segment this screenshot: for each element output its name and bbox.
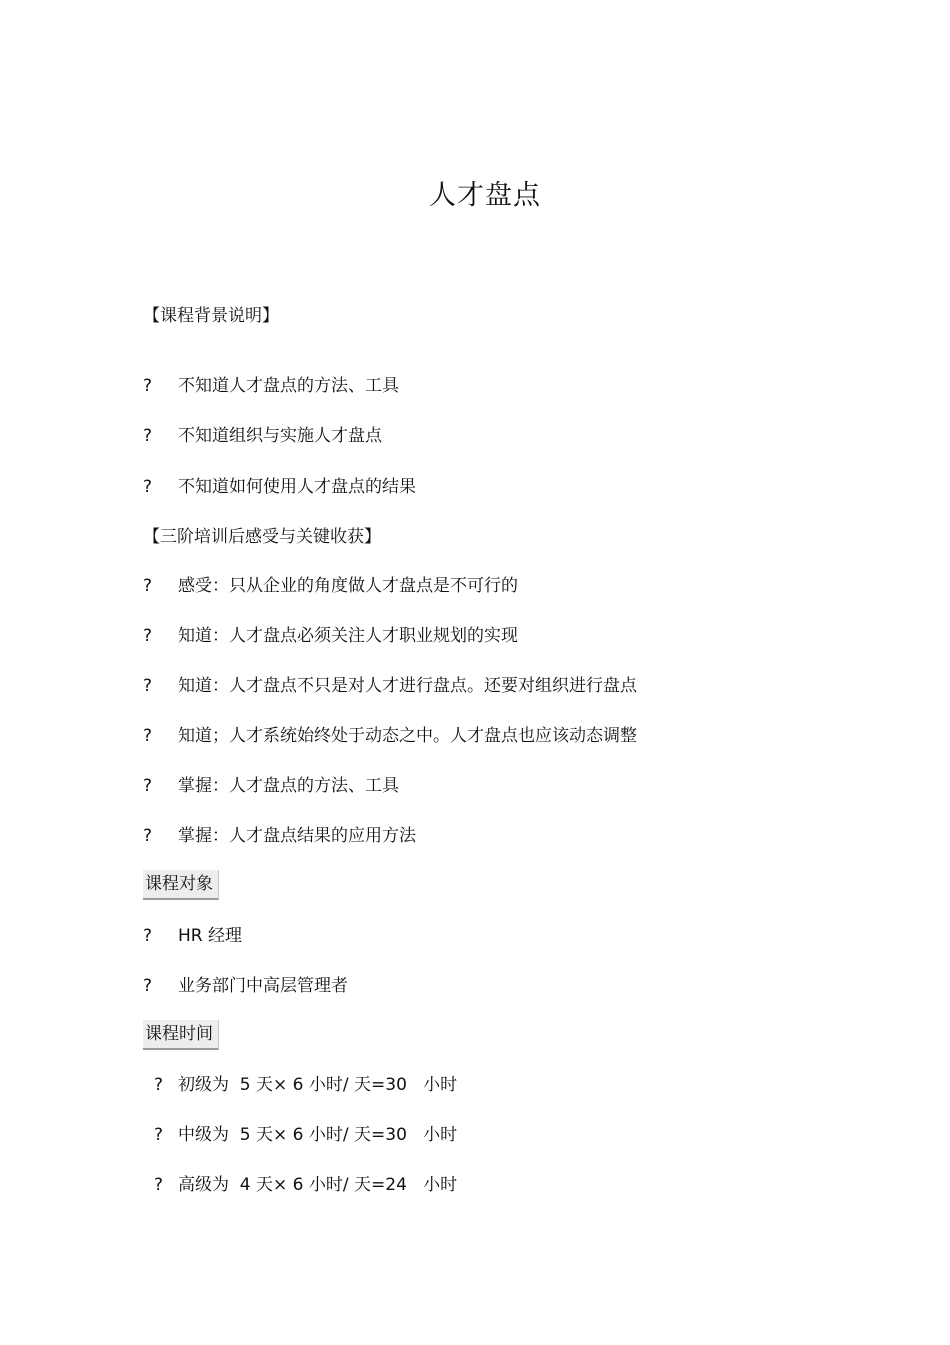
- list-item: [143, 475, 416, 499]
- list-item: [143, 674, 637, 698]
- list-item-text: 知道；人才系统始终处于动态之中。人才盘点也应该动态调整: [178, 726, 637, 746]
- list-item: [154, 1123, 457, 1147]
- bullet-marker: ?: [143, 826, 153, 846]
- section-heading-time: 课程时间: [143, 1020, 219, 1050]
- bullet-marker: ?: [143, 676, 153, 696]
- bullet-marker: ?: [143, 626, 153, 646]
- list-item: [143, 974, 348, 998]
- list-item: [154, 1173, 457, 1197]
- list-item: [143, 424, 382, 448]
- list-item-text: 业务部门中高层管理者: [178, 976, 348, 996]
- list-item-text: 不知道如何使用人才盘点的结果: [178, 477, 416, 497]
- bullet-marker: ?: [143, 376, 153, 396]
- bullet-marker: ?: [143, 477, 153, 497]
- list-item: [154, 1073, 457, 1097]
- section-heading-gains: 【三阶培训后感受与关键收获】: [143, 527, 381, 547]
- list-item: [143, 624, 518, 648]
- bullet-marker: ?: [143, 726, 153, 746]
- bullet-marker: ?: [143, 426, 153, 446]
- bullet-marker: ?: [154, 1075, 164, 1095]
- list-item: [143, 574, 518, 598]
- list-item-text: HR 经理: [178, 926, 242, 946]
- list-item-text: 初级为 5 天× 6 小时/ 天=30 小时: [178, 1075, 458, 1095]
- list-item-text: 知道：人才盘点必须关注人才职业规划的实现: [178, 626, 518, 646]
- list-item: [143, 774, 399, 798]
- list-item: [143, 374, 399, 398]
- list-item-text: 中级为 5 天× 6 小时/ 天=30 小时: [178, 1125, 458, 1145]
- list-item: [143, 724, 637, 748]
- bullet-marker: ?: [154, 1125, 164, 1145]
- list-item-text: 掌握：人才盘点的方法、工具: [178, 776, 399, 796]
- list-item-text: 感受：只从企业的角度做人才盘点是不可行的: [178, 576, 518, 596]
- bullet-marker: ?: [143, 976, 153, 996]
- list-item-text: 知道：人才盘点不只是对人才进行盘点。还要对组织进行盘点: [178, 676, 637, 696]
- bullet-marker: ?: [143, 576, 153, 596]
- list-item-text: 高级为 4 天× 6 小时/ 天=24 小时: [178, 1175, 458, 1195]
- section-heading-audience: 课程对象: [143, 870, 219, 900]
- list-item-text: 不知道人才盘点的方法、工具: [178, 376, 399, 396]
- list-item: [143, 924, 242, 948]
- bullet-marker: ?: [154, 1175, 164, 1195]
- list-item-text: 不知道组织与实施人才盘点: [178, 426, 382, 446]
- list-item-text: 掌握：人才盘点结果的应用方法: [178, 826, 416, 846]
- list-item: [143, 824, 416, 848]
- bullet-marker: ?: [143, 776, 153, 796]
- bullet-marker: ?: [143, 926, 153, 946]
- page-title: 人才盘点: [429, 180, 541, 211]
- section-heading-background: 【课程背景说明】: [143, 306, 279, 326]
